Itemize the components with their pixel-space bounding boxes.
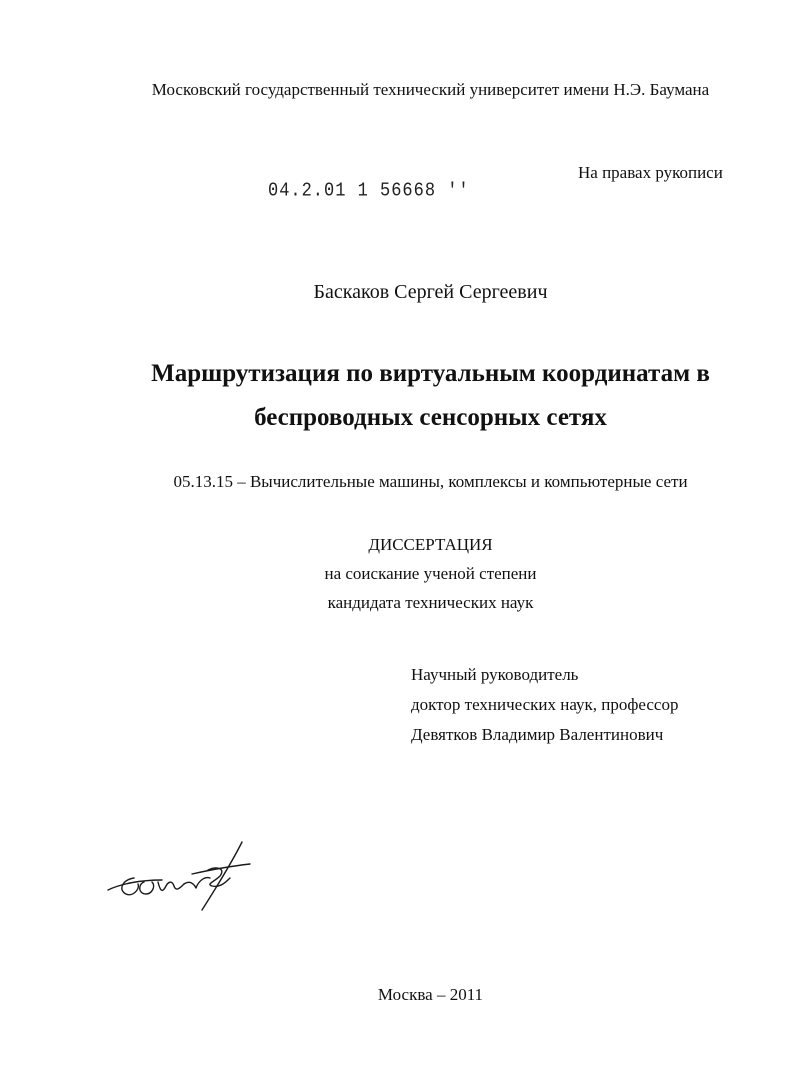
supervisor-role: Научный руководитель: [411, 665, 579, 684]
supervisor-block: [411, 660, 678, 750]
author-signature: [100, 840, 260, 920]
rights-note: На правах рукописи: [578, 163, 723, 182]
author-name: Баскаков Сергей Сергеевич: [313, 281, 548, 303]
archive-stamp: 04.2.01 1 56668 '': [268, 180, 470, 203]
thesis-info: [0, 530, 791, 617]
thesis-title-line-1: Маршрутизация по виртуальным координатам в: [151, 360, 710, 387]
thesis-degree: кандидата технических наук: [327, 593, 534, 612]
thesis-purpose: на соискание ученой степени: [324, 564, 537, 583]
specialty-code: 05.13.15 – Вычислительные машины, комплексы и компьютерные сети: [173, 472, 688, 491]
university-name: Московский государственный технический университет имени Н.Э. Баумана: [151, 80, 710, 99]
thesis-type: ДИССЕРТАЦИЯ: [368, 535, 493, 554]
supervisor-name: Девятков Владимир Валентинович: [411, 725, 664, 744]
thesis-title-line-2: беспроводных сенсорных сетях: [254, 404, 607, 431]
city-year: Москва – 2011: [377, 985, 484, 1004]
supervisor-credentials: доктор технических наук, профессор: [411, 695, 679, 714]
thesis-title: [0, 352, 791, 440]
